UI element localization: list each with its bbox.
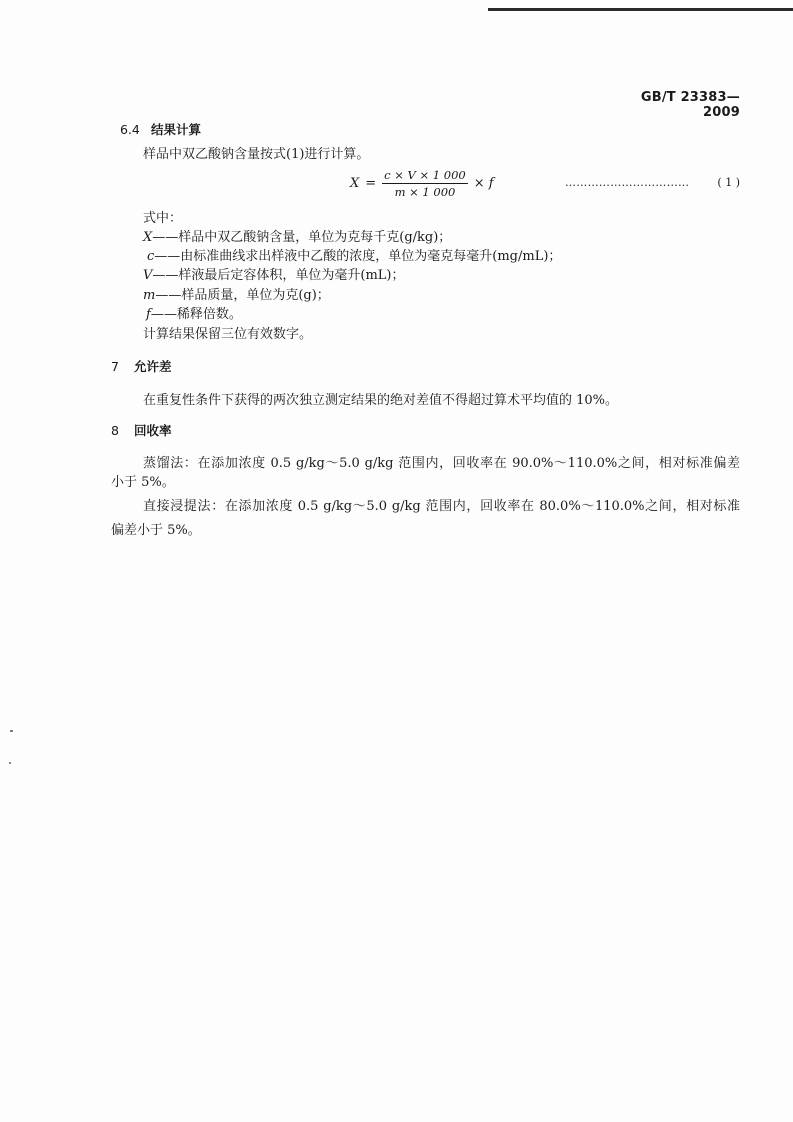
section-number-8: 8 bbox=[111, 423, 119, 438]
formula-fraction bbox=[382, 168, 468, 199]
equation-number-row bbox=[565, 176, 740, 190]
formula-lhs: X bbox=[350, 175, 360, 191]
variable-description: 由标准曲线求出样液中乙酸的浓度，单位为毫克每毫升(mg/mL)； bbox=[180, 249, 562, 264]
equation-number: ( 1 ) bbox=[717, 176, 740, 189]
variable-dash: —— bbox=[150, 307, 177, 322]
variable-description: 样品中双乙酸钠含量，单位为克每千克(g/kg)； bbox=[178, 230, 452, 245]
scan-speck bbox=[9, 762, 11, 764]
section-title-8: 回收率 bbox=[134, 423, 172, 438]
variable-symbol: V bbox=[143, 268, 153, 283]
variable-symbol: f bbox=[146, 307, 151, 322]
variable-row bbox=[143, 267, 405, 285]
formula-equals: = bbox=[365, 175, 377, 191]
where-label: 式中： bbox=[143, 211, 183, 226]
variable-row bbox=[143, 229, 451, 247]
variable-symbol: X bbox=[143, 230, 153, 245]
variable-row bbox=[146, 306, 242, 324]
section-6-4-intro: 样品中双乙酸钠含量按式(1)进行计算。 bbox=[143, 147, 370, 162]
section-6-4-note: 计算结果保留三位有效数字。 bbox=[143, 327, 313, 342]
variable-dash: —— bbox=[155, 288, 182, 303]
variable-dash: —— bbox=[154, 249, 181, 264]
formula-numerator: c × V × 1 000 bbox=[384, 167, 466, 182]
section-number-7: 7 bbox=[111, 359, 119, 374]
variable-symbol: c bbox=[147, 249, 155, 264]
section-number-6-4: 6.4 bbox=[120, 122, 140, 137]
formula-1 bbox=[350, 166, 494, 200]
scan-speck bbox=[10, 730, 13, 732]
variable-dash: —— bbox=[152, 230, 179, 245]
variable-row bbox=[147, 248, 561, 266]
section-8-distillation-line1: 蒸馏法：在添加浓度 0.5 g/kg～5.0 g/kg 范围内，回收率在 90.0%～110.0%之间，相对标准偏差 bbox=[143, 456, 740, 471]
formula-denominator: m × 1 000 bbox=[394, 184, 456, 199]
section-title-7: 允许差 bbox=[134, 359, 172, 374]
section-8-extraction-line2: 偏差小于 5%。 bbox=[111, 523, 201, 538]
section-title-6-4: 结果计算 bbox=[151, 122, 202, 137]
section-7-text: 在重复性条件下获得的两次独立测定结果的绝对差值不得超过算术平均值的 10%。 bbox=[143, 393, 619, 408]
top-border-rule bbox=[488, 8, 793, 11]
variable-dash: —— bbox=[152, 268, 179, 283]
variable-description: 样品质量，单位为克(g)； bbox=[181, 288, 330, 303]
variable-row bbox=[143, 287, 330, 305]
variable-symbol: m bbox=[143, 288, 156, 303]
variable-description: 稀释倍数。 bbox=[176, 307, 242, 322]
standard-id: GB/T 23383—2009 bbox=[640, 90, 740, 120]
leader-dots: …………………………… bbox=[565, 176, 690, 189]
section-8-distillation-line2: 小于 5%。 bbox=[111, 475, 175, 490]
section-8-extraction-line1: 直接浸提法：在添加浓度 0.5 g/kg～5.0 g/kg 范围内，回收率在 80.0%～110.0%之间，相对标准 bbox=[143, 499, 740, 514]
formula-factor: × f bbox=[473, 175, 494, 191]
variable-description: 样液最后定容体积，单位为毫升(mL)； bbox=[178, 268, 405, 283]
